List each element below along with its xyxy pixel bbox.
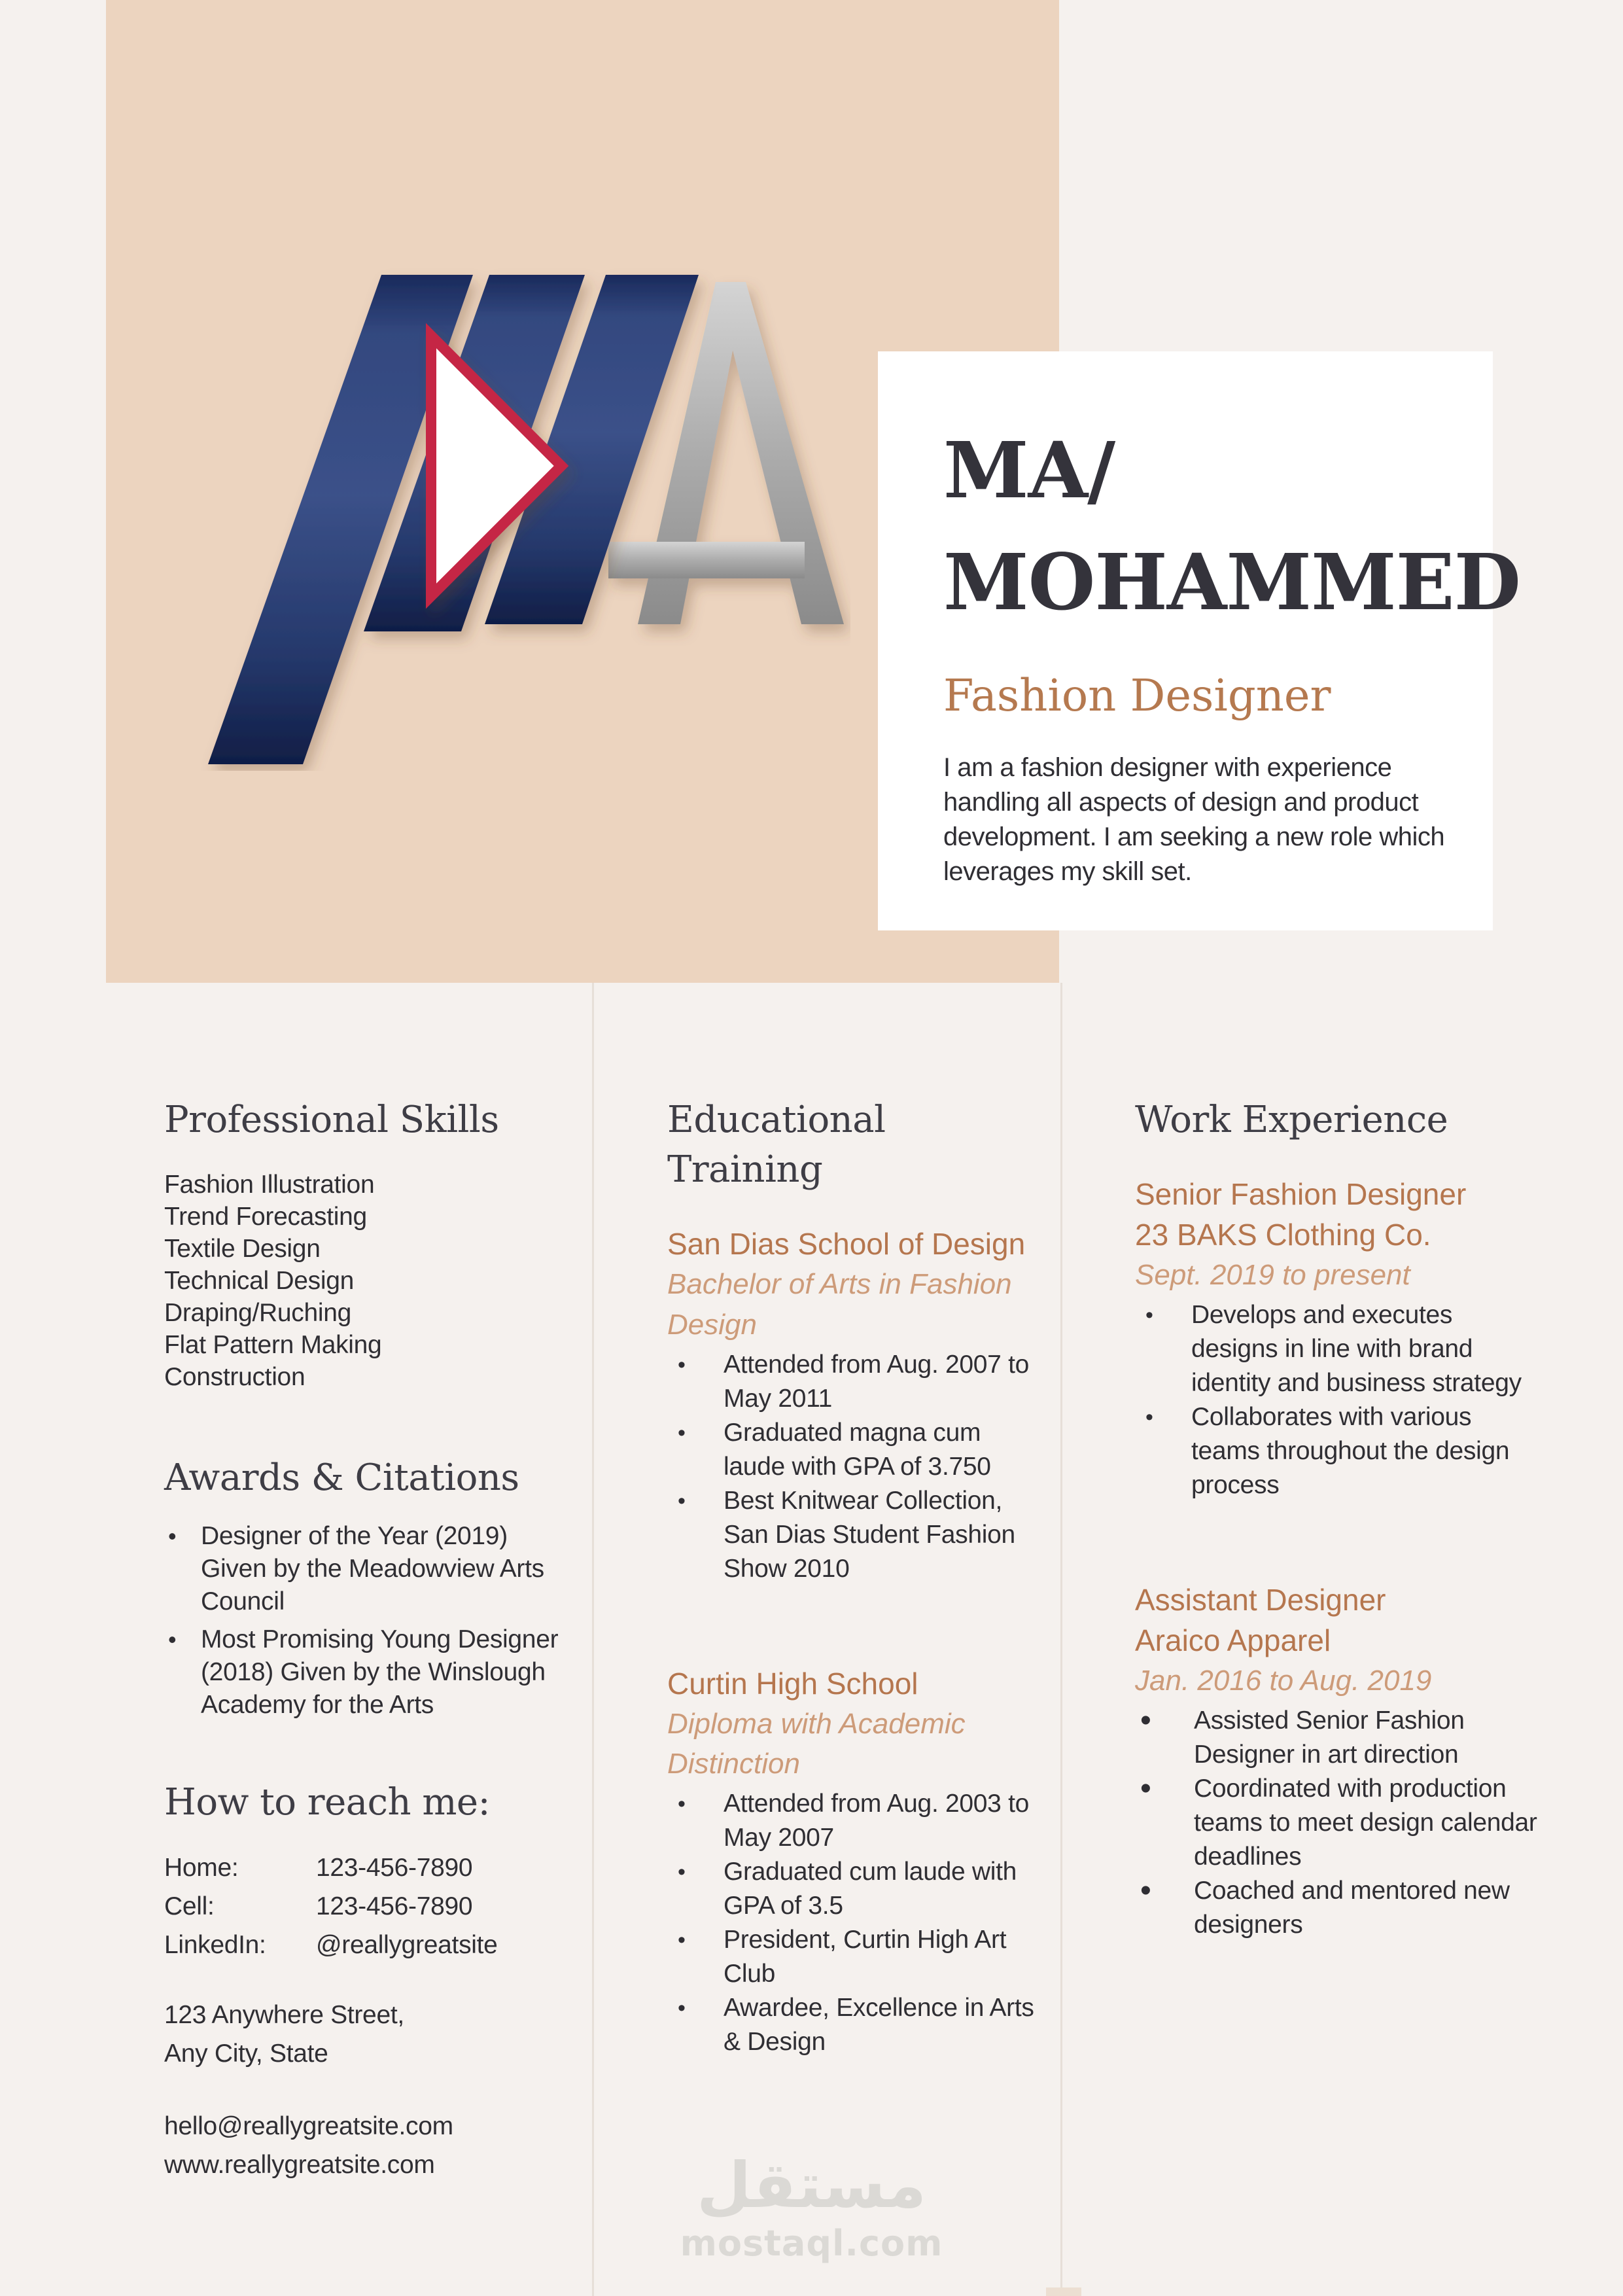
watermark-arabic-logo: مستقل bbox=[696, 2149, 927, 2222]
skills-column bbox=[164, 983, 573, 2184]
job-dates: Sept. 2019 to present bbox=[1135, 1259, 1410, 1292]
education-entry bbox=[667, 1224, 1037, 1585]
skill-item: Textile Design bbox=[164, 1235, 321, 1263]
column-divider-left bbox=[592, 983, 594, 2296]
contact-label: LinkedIn: bbox=[164, 1931, 266, 1960]
work-bullet: • Assisted Senior Fashion Designer in art direction bbox=[1135, 1704, 1537, 1772]
awards-heading: Awards & Citations bbox=[164, 1457, 519, 1500]
candidate-name bbox=[943, 414, 1520, 638]
watermark-domain: mostaql.com bbox=[680, 2223, 943, 2264]
education-bullets bbox=[667, 1348, 1037, 1586]
contact-heading: How to reach me: bbox=[164, 1781, 490, 1824]
education-bullet: • Attended from Aug. 2003 to May 2007 bbox=[667, 1787, 1037, 1855]
contact-rows bbox=[164, 1848, 573, 1964]
skill-item: Flat Pattern Making bbox=[164, 1331, 382, 1360]
divider-bottom-nub bbox=[1046, 2287, 1081, 2296]
contact-value: 123-456-7890 bbox=[316, 1892, 473, 1921]
education-bullet: • Graduated cum laude with GPA of 3.5 bbox=[667, 1855, 1037, 1923]
company-name: 23 BAKS Clothing Co. bbox=[1135, 1218, 1431, 1252]
job-title: Senior Fashion Designer bbox=[1135, 1177, 1467, 1212]
name-line-2: MOHAMMED bbox=[943, 537, 1520, 628]
job-dates: Jan. 2016 to Aug. 2019 bbox=[1135, 1665, 1432, 1697]
education-bullet: • Awardee, Excellence in Arts & Design bbox=[667, 1991, 1037, 2059]
education-bullet: • Graduated magna cum laude with GPA of 3.750 bbox=[667, 1416, 1037, 1484]
job-title: Assistant Designer bbox=[1135, 1582, 1386, 1617]
skill-item: Technical Design bbox=[164, 1267, 355, 1296]
degree-name: Bachelor of Arts in Fashion Design bbox=[667, 1268, 1012, 1341]
watermark bbox=[0, 2149, 1623, 2264]
website-url: www.reallygreatsite.com bbox=[164, 2151, 435, 2180]
address-block bbox=[164, 1996, 573, 2073]
education-heading: Educational Training bbox=[667, 1099, 886, 1192]
work-bullets bbox=[1135, 1298, 1537, 1502]
ma-monogram-logo bbox=[196, 228, 850, 771]
candidate-summary: I am a fashion designer with experience handling all aspects of design and product development. I am seeking a new role which leverages my skill set. bbox=[943, 752, 1445, 887]
skills-list bbox=[164, 1169, 573, 1393]
contact-label: Cell: bbox=[164, 1892, 215, 1921]
work-bullet: • Collaborates with various teams throughout the design process bbox=[1135, 1400, 1537, 1502]
intro-card bbox=[878, 351, 1520, 930]
company-name: Araico Apparel bbox=[1135, 1623, 1331, 1658]
degree-name: Diploma with Academic Distinction bbox=[667, 1707, 966, 1780]
work-bullet: • Develops and executes designs in line with brand identity and business strategy bbox=[1135, 1298, 1537, 1400]
education-bullet: • President, Curtin High Art Club bbox=[667, 1923, 1037, 1991]
work-heading: Work Experience bbox=[1135, 1099, 1448, 1141]
name-line-1: MA/ bbox=[943, 425, 1115, 516]
school-name: San Dias School of Design bbox=[667, 1227, 1026, 1262]
contact-row bbox=[164, 1926, 573, 1964]
school-name: Curtin High School bbox=[667, 1666, 918, 1701]
work-column bbox=[1135, 983, 1537, 1942]
address-line: 123 Anywhere Street, bbox=[164, 2001, 404, 2030]
education-column bbox=[667, 983, 1037, 2059]
contact-row bbox=[164, 1848, 573, 1887]
skill-item: Draping/Ruching bbox=[164, 1299, 352, 1328]
awards-list bbox=[164, 1520, 573, 1722]
address-line: Any City, State bbox=[164, 2040, 328, 2068]
column-divider-right bbox=[1060, 983, 1062, 2296]
skill-item: Construction bbox=[164, 1363, 305, 1392]
education-bullet: • Attended from Aug. 2007 to May 2011 bbox=[667, 1348, 1037, 1416]
education-entry bbox=[667, 1663, 1037, 2059]
work-bullets bbox=[1135, 1704, 1537, 1942]
skills-heading: Professional Skills bbox=[164, 1099, 499, 1141]
skill-item: Trend Forecasting bbox=[164, 1203, 367, 1231]
contact-value: @reallygreatsite bbox=[316, 1931, 498, 1960]
contact-row bbox=[164, 1887, 573, 1926]
education-bullet: • Best Knitwear Collection, San Dias Student Fashion Show 2010 bbox=[667, 1484, 1037, 1586]
skill-item: Fashion Illustration bbox=[164, 1171, 375, 1199]
work-bullet: • Coordinated with production teams to meet design calendar deadlines bbox=[1135, 1772, 1537, 1874]
contact-label: Home: bbox=[164, 1854, 239, 1882]
candidate-title: Fashion Designer bbox=[943, 670, 1331, 722]
email-address: hello@reallygreatsite.com bbox=[164, 2112, 453, 2141]
work-bullet: • Coached and mentored new designers bbox=[1135, 1874, 1537, 1942]
work-entry bbox=[1135, 1174, 1537, 1502]
award-item: • Most Promising Young Designer (2018) Given by the Winslough Academy for the Arts bbox=[164, 1623, 561, 1722]
work-entry bbox=[1135, 1580, 1537, 1942]
award-item: • Designer of the Year (2019) Given by the Meadowview Arts Council bbox=[164, 1520, 561, 1618]
contact-value: 123-456-7890 bbox=[316, 1854, 473, 1882]
education-bullets bbox=[667, 1787, 1037, 2059]
